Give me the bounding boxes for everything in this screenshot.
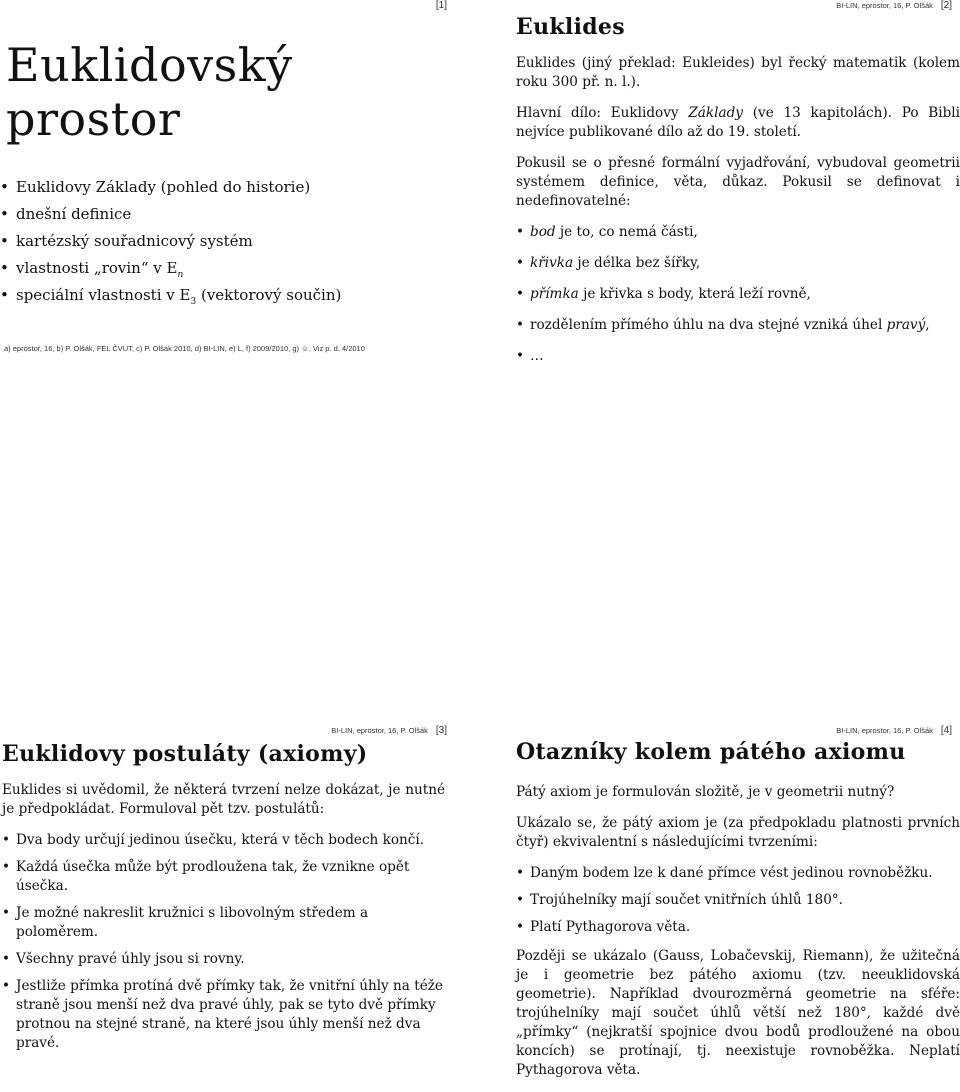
- page-number: [4]: [940, 725, 952, 736]
- page-number: [3]: [435, 725, 447, 736]
- page-number: [1]: [435, 0, 447, 11]
- list-item: • speciální vlastnosti v $E_3$ (vektorový součin): [0, 286, 341, 313]
- slide-title: Otazníky kolem pátého axiomu: [516, 739, 906, 765]
- list-item: • Všechny pravé úhly jsou si rovny.: [2, 950, 445, 969]
- paragraph: Později se ukázalo (Gauss, Lobačevskij, Riemann), že užitečná je i geometrie bez pátého axiomu (tzv. neeuklidovská geometrie). Například dvourozměrná geometrie na sféře: trojúhelníky mají součet úhlů větší než 180°, každé dvě „přímky“ (nejkratší spojnice dvou bodů prodloužené na obou koncích) se protínají, tj. neexistuje rovnoběžka. Neplatí Pythagorova věta.: [516, 948, 960, 1078]
- list-item: • Trojúhelníky mají součet vnitřních úhlů 180°.: [516, 891, 960, 910]
- list-item: • kartézský souřadnicový systém: [0, 232, 341, 259]
- slide-body: [516, 783, 960, 1092]
- equivalent-statements-list: [516, 864, 960, 937]
- list-item: • Euklidovy Základy (pohled do historie): [0, 178, 341, 205]
- slide-title: [6, 38, 426, 146]
- slide-2-header: [836, 0, 952, 11]
- list-item: • Daným bodem lze k dané přímce vést jedinou rovnoběžku.: [516, 864, 960, 883]
- paragraph: Pokusil se o přesné formální vyjadřování, vybudoval geometrii systémem definice, věta, důkaz. Pokusil se definovat i nedefinovatelné:: [516, 155, 960, 209]
- slide-title: Euklides: [516, 14, 625, 40]
- slide-2: [500, 0, 960, 364]
- list-item: • přímka je křivka s body, která leží rovně,: [516, 285, 960, 304]
- list-item: • křivka je délka bez šířky,: [516, 254, 960, 273]
- slide-1: [0, 0, 455, 360]
- postulate-list: [2, 831, 445, 1053]
- list-item: • Je možné nakreslit kružnici s libovolným středem a poloměrem.: [2, 904, 445, 942]
- topic-list: [0, 178, 341, 313]
- slide-4: [500, 725, 960, 1078]
- paragraph: Pátý axiom je formulován složitě, je v geometrii nutný?: [516, 784, 895, 800]
- title-line-1: Euklidovský: [6, 38, 293, 92]
- paragraph: Hlavní dílo: Euklidovy Základy (ve 13 kapitolách). Po Bibli nejvíce publikované dílo až do 19. století.: [516, 105, 960, 140]
- page-number: [2]: [940, 0, 952, 11]
- header-text: BI-LIN, eprostor, 16, P. Olšák: [836, 726, 933, 735]
- list-item: • dnešní definice: [0, 205, 341, 232]
- slide-3: [0, 725, 455, 1050]
- list-item: • Jestliže přímka protíná dvě přímky tak, že vnitřní úhly na téže straně jsou menší než dva pravé úhly, pak se tyto dvě přímky protnou na stejné straně, na které jsou úhly menší než dva pravé.: [2, 977, 445, 1053]
- list-item: • Každá úsečka může být prodloužena tak, že vznikne opět úsečka.: [2, 858, 445, 896]
- paragraph: Euklides (jiný překlad: Eukleides) byl řecký matematik (kolem roku 300 př. n. l.).: [516, 55, 960, 90]
- list-item: • Dva body určují jedinou úsečku, která v těch bodech končí.: [2, 831, 445, 850]
- slide-body: [2, 781, 445, 1063]
- header-text: BI-LIN, eprostor, 16, P. Olšák: [331, 726, 428, 735]
- definition-list: [516, 223, 960, 366]
- list-item: • rozdělením přímého úhlu na dva stejné vzniká úhel pravý,: [516, 316, 960, 335]
- slide-4-header: [836, 725, 952, 736]
- title-line-2: prostor: [6, 92, 181, 146]
- header-text: BI-LIN, eprostor, 16, P. Olšák: [836, 1, 933, 10]
- slide-footer: a) eprostor, 16, b) P. Olšák, FEL ČVUT, c) P. Olšák 2010, d) BI-LIN, e) L, f) 2009/2010, g) ☺. Viz p. d. 4/2010: [4, 344, 365, 353]
- paragraph: Ukázalo se, že pátý axiom je (za předpokladu platnosti prvních čtyř) ekvivalentní s následujícími tvrzeními:: [516, 815, 960, 850]
- slide-1-header: [428, 0, 447, 11]
- slide-body: [516, 54, 960, 378]
- list-item: • vlastnosti „rovin“ v $E_n$: [0, 259, 341, 286]
- slide-title: Euklidovy postuláty (axiomy): [2, 741, 368, 767]
- paragraph: Euklides si uvědomil, že některá tvrzení nelze dokázat, je nutné je předpokládat. Formuloval pět tzv. postulátů:: [2, 782, 445, 817]
- list-item: • …: [516, 347, 960, 366]
- list-item: • Platí Pythagorova věta.: [516, 918, 960, 937]
- list-item: • bod je to, co nemá části,: [516, 223, 960, 242]
- slide-3-header: [331, 725, 447, 736]
